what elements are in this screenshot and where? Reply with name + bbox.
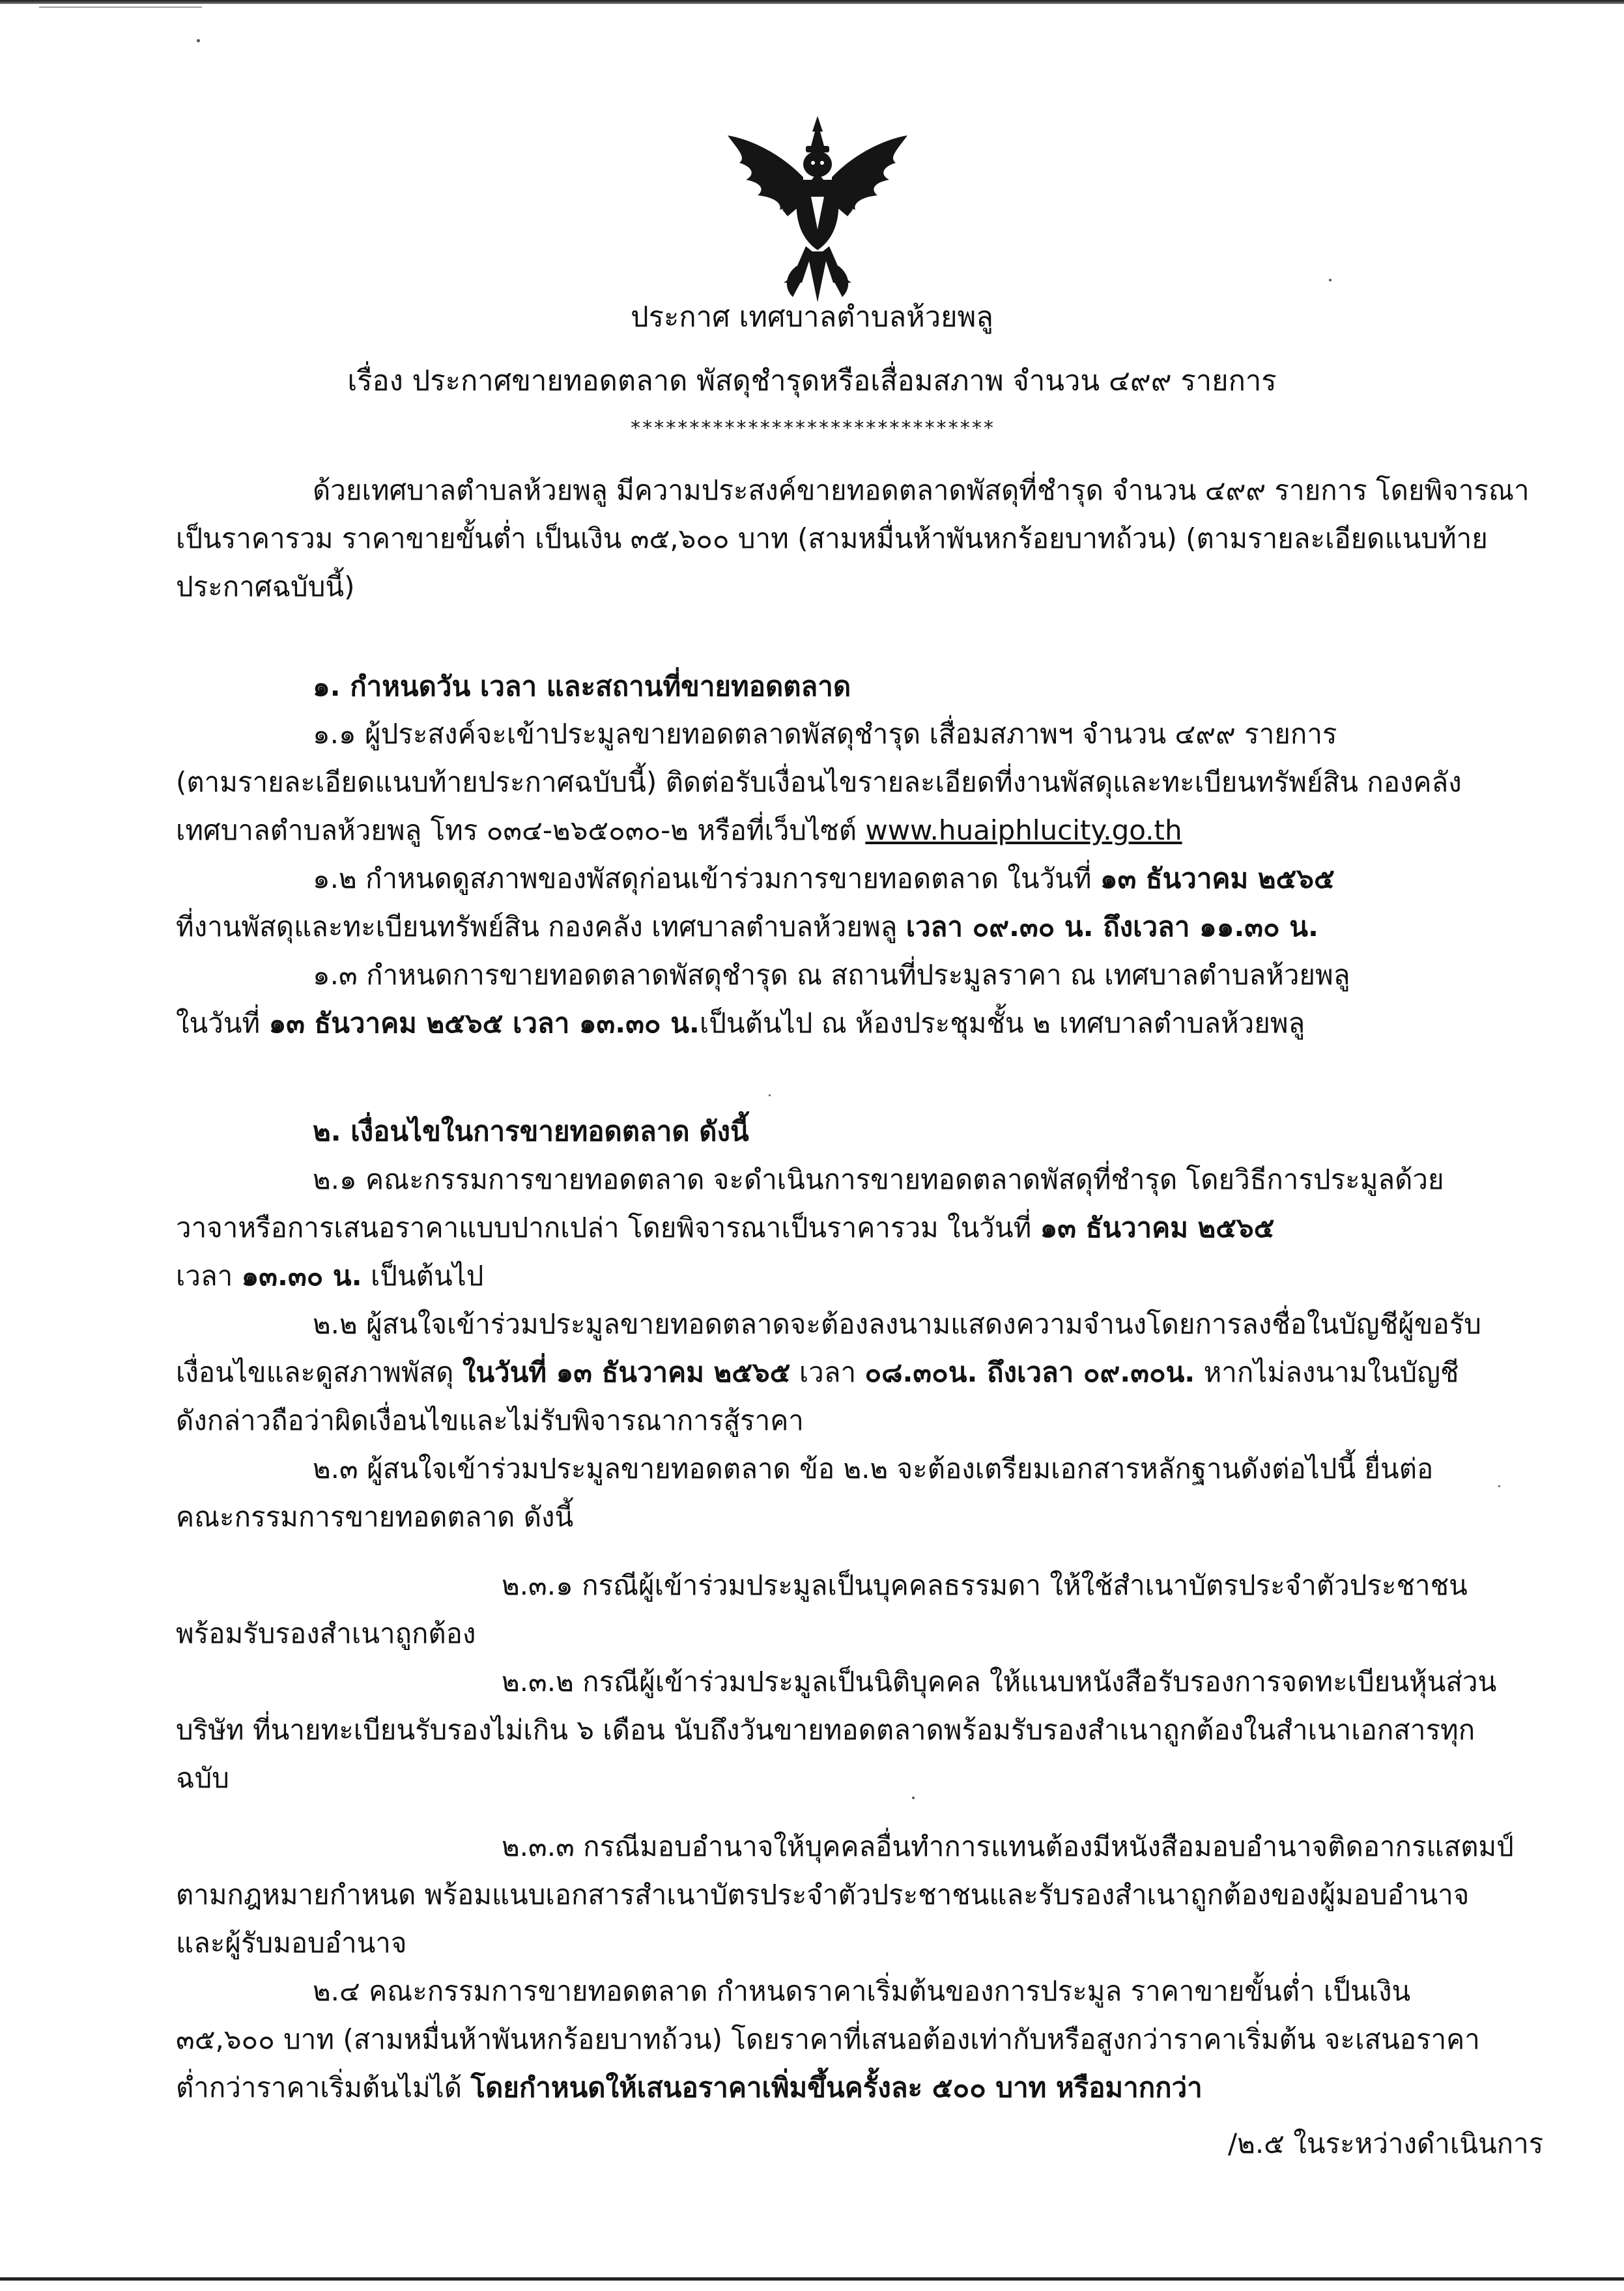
scan-speck (197, 39, 200, 42)
section-2-4-line-2: ๓๕,๖๐๐ บาท (สามหมื่นห้าพันหกร้อยบาทถ้วน) โดยราคาที่เสนอต้องเท่ากับหรือสูงกว่าราคาเริ่มต้น จะเสนอราคา (176, 2023, 1480, 2055)
section-2-2-line-1: ๒.๒ ผู้สนใจเข้าร่วมประมูลขายทอดตลาดจะต้องลงนามแสดงความจำนงโดยการลงชื่อในบัญชีผู้ขอรับ (313, 1308, 1481, 1340)
scan-edge-bottom (0, 2277, 1624, 2281)
announcement-title: ประกาศ เทศบาลตำบลห้วยพลู (631, 301, 993, 334)
section-1-2-line-1: ๑.๒ กำหนดดูสภาพของพัสดุก่อนเข้าร่วมการขายทอดตลาด ในวันที่ ๑๓ ธันวาคม ๒๕๖๕ (313, 862, 1335, 894)
section-1-2-line-2: ที่งานพัสดุและทะเบียนทรัพย์สิน กองคลัง เทศบาลตำบลห้วยพลู เวลา ๐๙.๓๐ น. ถึงเวลา ๑๑.๓๐ น. (176, 911, 1318, 943)
section-2-3-2-line-2: บริษัท ที่นายทะเบียนรับรองไม่เกิน ๖ เดือน นับถึงวันขายทอดตลาดพร้อมรับรองสำเนาถูกต้องในสำเนาเอกสารทุก (176, 1714, 1475, 1746)
section-2-3-2-line-1: ๒.๓.๒ กรณีผู้เข้าร่วมประมูลเป็นนิติบุคคล ให้แนบหนังสือรับรองการจดทะเบียนหุ้นส่วน (502, 1666, 1497, 1698)
section-2-3-1-line-2: พร้อมรับรองสำเนาถูกต้อง (176, 1617, 476, 1649)
section-2-2-line-2: เงื่อนไขและดูสภาพพัสดุ ในวันที่ ๑๓ ธันวาคม ๒๕๖๕ เวลา ๐๘.๓๐น. ถึงเวลา ๐๙.๓๐น. หากไม่ลงนามในบัญชี (176, 1356, 1459, 1388)
section-2-1-line-3: เวลา ๑๓.๓๐ น. เป็นต้นไป (176, 1260, 484, 1292)
section-2-2-line-3: ดังกล่าวถือว่าผิดเงื่อนไขและไม่รับพิจารณาการสู้ราคา (176, 1404, 804, 1436)
separator-stars: ******************************* (629, 417, 995, 440)
section-2-4-line-3: ต่ำกว่าราคาเริ่มต้นไม่ได้ โดยกำหนดให้เสนอราคาเพิ่มขึ้นครั้งละ ๕๐๐ บาท หรือมากกว่า (176, 2071, 1203, 2103)
intro-line-2: เป็นราคารวม ราคาขายขั้นต่ำ เป็นเงิน ๓๕,๖๐๐ บาท (สามหมื่นห้าพันหกร้อยบาทถ้วน) (ตามรายละเอียดแนบท้าย (176, 522, 1488, 554)
section-2-1-line-1: ๒.๑ คณะกรรมการขายทอดตลาด จะดำเนินการขายทอดตลาดพัสดุที่ชำรุด โดยวิธีการประมูลด้วย (313, 1163, 1444, 1195)
scan-edge-top (0, 0, 1624, 4)
website-link[interactable]: www.huaiphlucity.go.th (865, 814, 1182, 846)
section-2-3-line-1: ๒.๓ ผู้สนใจเข้าร่วมประมูลขายทอดตลาด ข้อ ๒.๒ จะต้องเตรียมเอกสารหลักฐานดังต่อไปนี้ ยื่นต่อ (313, 1453, 1434, 1485)
intro-line-3: ประกาศฉบับนี้) (176, 571, 355, 603)
section-2-3-2-line-3: ฉบับ (176, 1762, 229, 1794)
continued-marker: /๒.๕ ในระหว่างดำเนินการ (1228, 2127, 1544, 2159)
section-1-1-line-2: (ตามรายละเอียดแนบท้ายประกาศฉบับนี้) ติดต่อรับเงื่อนไขรายละเอียดที่งานพัสดุและทะเบียนทรัพย์สิน กองคลัง (176, 766, 1462, 798)
section-2-3-3-line-1: ๒.๓.๓ กรณีมอบอำนาจให้บุคคลอื่นทำการแทนต้องมีหนังสือมอบอำนาจติดอากรแสตมป์ (502, 1830, 1514, 1862)
scan-speck (769, 1094, 771, 1096)
scan-mark (39, 7, 202, 8)
section-1-3-line-1: ๑.๓ กำหนดการขายทอดตลาดพัสดุชำรุด ณ สถานที่ประมูลราคา ณ เทศบาลตำบลห้วยพลู (313, 959, 1350, 991)
garuda-emblem-icon (720, 112, 915, 307)
section-1-1-line-3: เทศบาลตำบลห้วยพลู โทร ๐๓๔-๒๖๕๐๓๐-๒ หรือที่เว็บไซต์ www.huaiphlucity.go.th (176, 814, 1182, 846)
section-1-heading: ๑. กำหนดวัน เวลา และสถานที่ขายทอดตลาด (313, 670, 851, 702)
section-2-3-3-line-2: ตามกฎหมายกำหนด พร้อมแนบเอกสารสำเนาบัตรประจำตัวประชาชนและรับรองสำเนาถูกต้องของผู้มอบอำนาจ (176, 1879, 1470, 1911)
announcement-subject: เรื่อง ประกาศขายทอดตลาด พัสดุชำรุดหรือเสื่อมสภาพ จำนวน ๔๙๙ รายการ (347, 365, 1277, 397)
scan-speck (1498, 1485, 1500, 1487)
section-2-3-1-line-1: ๒.๓.๑ กรณีผู้เข้าร่วมประมูลเป็นบุคคลธรรมดา ให้ใช้สำเนาบัตรประจำตัวประชาชน (502, 1569, 1468, 1601)
section-2-3-line-2: คณะกรรมการขายทอดตลาด ดังนี้ (176, 1501, 574, 1533)
scan-speck (912, 1797, 915, 1799)
section-2-3-3-line-3: และผู้รับมอบอำนาจ (176, 1927, 407, 1959)
intro-line-1: ด้วยเทศบาลตำบลห้วยพลู มีความประสงค์ขายทอดตลาดพัสดุที่ชำรุด จำนวน ๔๙๙ รายการ โดยพิจารณา (313, 474, 1530, 506)
section-2-1-line-2: วาจาหรือการเสนอราคาแบบปากเปล่า โดยพิจารณาเป็นราคารวม ในวันที่ ๑๓ ธันวาคม ๒๕๖๕ (176, 1212, 1275, 1244)
section-2-heading: ๒. เงื่อนไขในการขายทอดตลาด ดังนี้ (313, 1115, 749, 1147)
section-1-1-line-1: ๑.๑ ผู้ประสงค์จะเข้าประมูลขายทอดตลาดพัสดุชำรุด เสื่อมสภาพฯ จำนวน ๔๙๙ รายการ (313, 718, 1337, 750)
scan-speck (1329, 279, 1332, 281)
section-2-4-line-1: ๒.๔ คณะกรรมการขายทอดตลาด กำหนดราคาเริ่มต้นของการประมูล ราคาขายขั้นต่ำ เป็นเงิน (313, 1975, 1411, 2007)
section-1-3-line-2: ในวันที่ ๑๓ ธันวาคม ๒๕๖๕ เวลา ๑๓.๓๐ น.เป็นต้นไป ณ ห้องประชุมชั้น ๒ เทศบาลตำบลห้วยพลู (176, 1007, 1305, 1039)
